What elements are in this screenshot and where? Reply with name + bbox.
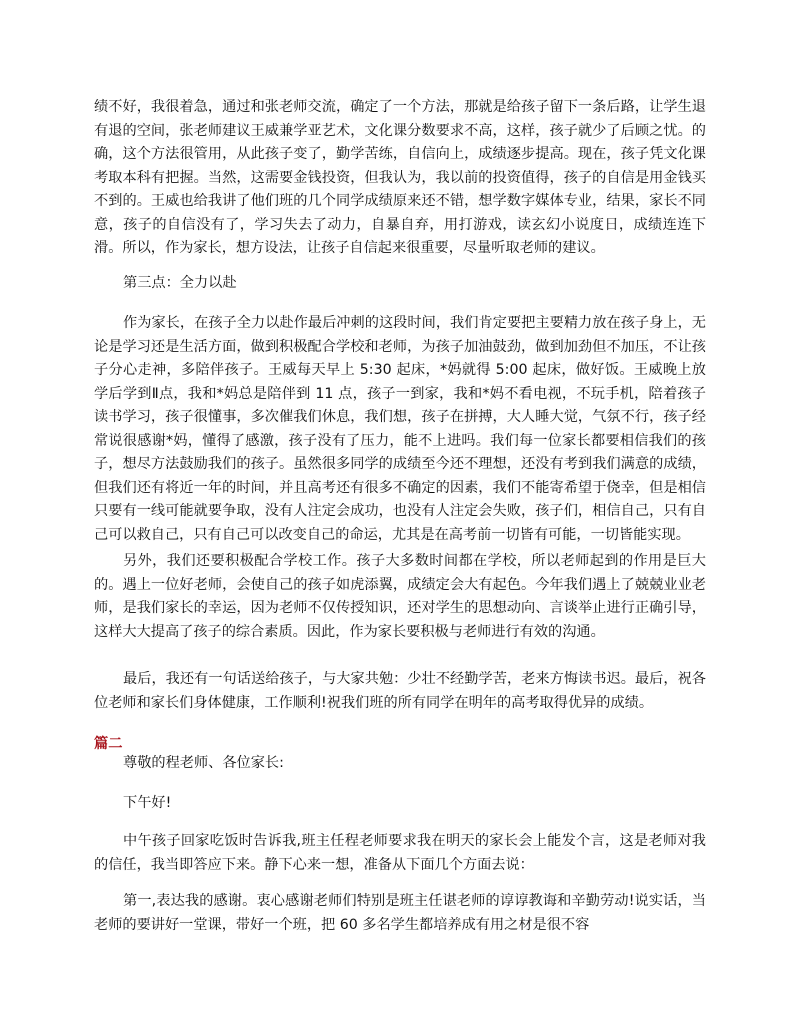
greeting: 下午好! <box>123 795 172 811</box>
paragraph-full-effort: 作为家长，在孩子全力以赴作最后冲刺的这段时间，我们肯定要把主要精力放在孩子身上，无论是学习还是生活方面，做到积极配合学校和老师，为孩子加油鼓劲，做到加劲但不加压，不让孩子分心走神，多陪伴孩子。王威每天早上 5:30 起床，*妈就得 5:00 起床，做好饭。王威晚上放学后学到Ⅱ点，我和*妈总是陪伴到 11 点，孩子一到家，我和*妈不看电视，不玩手机，陪着孩子读书学习，孩子很懂事，多次催我们休息，我们想，孩子在拼搏，大人睡大觉，气氛不行，孩子经常说很感谢*妈，懂得了感激，孩子没有了压力，能不上进吗。我们每一位家长都要相信我们的孩子，想尽方法鼓励我们的孩子。虽然很多同学的成绩至今还不理想，还没有考到我们满意的成绩，但我们还有将近一年的时间，并且高考还有很多不确定的因素，我们不能寄希望于侥幸，但是相信只要有一线可能就要争取，没有人注定会成功，也没有人注定会失败，孩子们，相信自己，只有自己可以救自己，只有自己可以改变自己的命运，尤其是在高考前一切皆有可能，一切皆能实现。 <box>94 315 706 543</box>
paragraph-cooperate-school: 另外，我们还要积极配合学校工作。孩子大多数时间都在学校，所以老师起到的作用是巨大的。遇上一位好老师，会使自己的孩子如虎添翼，成绩定会大有起色。今年我们遇上了兢兢业业老师，是我们家长的幸运，因为老师不仅传授知识，还对学生的思想动向、言谈举止进行正确引导，这样大大提高了孩子的综合素质。因此，作为家长要积极与老师进行有效的沟通。 <box>94 553 706 640</box>
section-heading-part-two: 篇二 <box>94 736 123 752</box>
paragraph-continuation: 绩不好，我很着急，通过和张老师交流，确定了一个方法，那就是给孩子留下一条后路，让学生退有退的空间，张老师建议王威兼学亚艺术，文化课分数要求不高，这样，孩子就少了后顾之忧。的确，这个方法很管用，从此孩子变了，勤学苦练，自信向上，成绩逐步提高。现在，孩子凭文化课考取本科有把握。当然，这需要金钱投资，但我认为，我以前的投资值得，孩子的自信是用金钱买不到的。王威也给我讲了他们班的几个同学成绩原来还不错，想学数字媒体专业，结果，家长不同意，孩子的自信没有了，学习失去了动力，自暴自弃，用打游戏，读玄幻小说度日，成绩连连下滑。所以，作为家长，想方设法，让孩子自信起来很重要，尽量听取老师的建议。 <box>94 99 706 256</box>
paragraph-intro: 中午孩子回家吃饭时告诉我,班主任程老师要求我在明天的家长会上能发个言，这是老师对我的信任，我当即答应下来。静下心来一想，准备从下面几个方面去说： <box>94 833 706 873</box>
section-title-third-point: 第三点：全力以赴 <box>123 275 237 291</box>
paragraph-closing: 最后，我还有一句话送给孩子，与大家共勉：少壮不经勤学苦，老来方悔读书迟。最后，祝各位老师和家长们身体健康，工作顺利!祝我们班的所有同学在明年的高考取得优异的成绩。 <box>94 671 706 711</box>
paragraph-first-thanks: 第一,表达我的感谢。衷心感谢老师们特别是班主任谌老师的谆谆教诲和辛勤劳动!说实话，当老师的要讲好一堂课，带好一个班，把 60 多名学生都培养成有用之材是很不容 <box>94 893 706 933</box>
salutation: 尊敬的程老师、各位家长: <box>123 755 284 771</box>
